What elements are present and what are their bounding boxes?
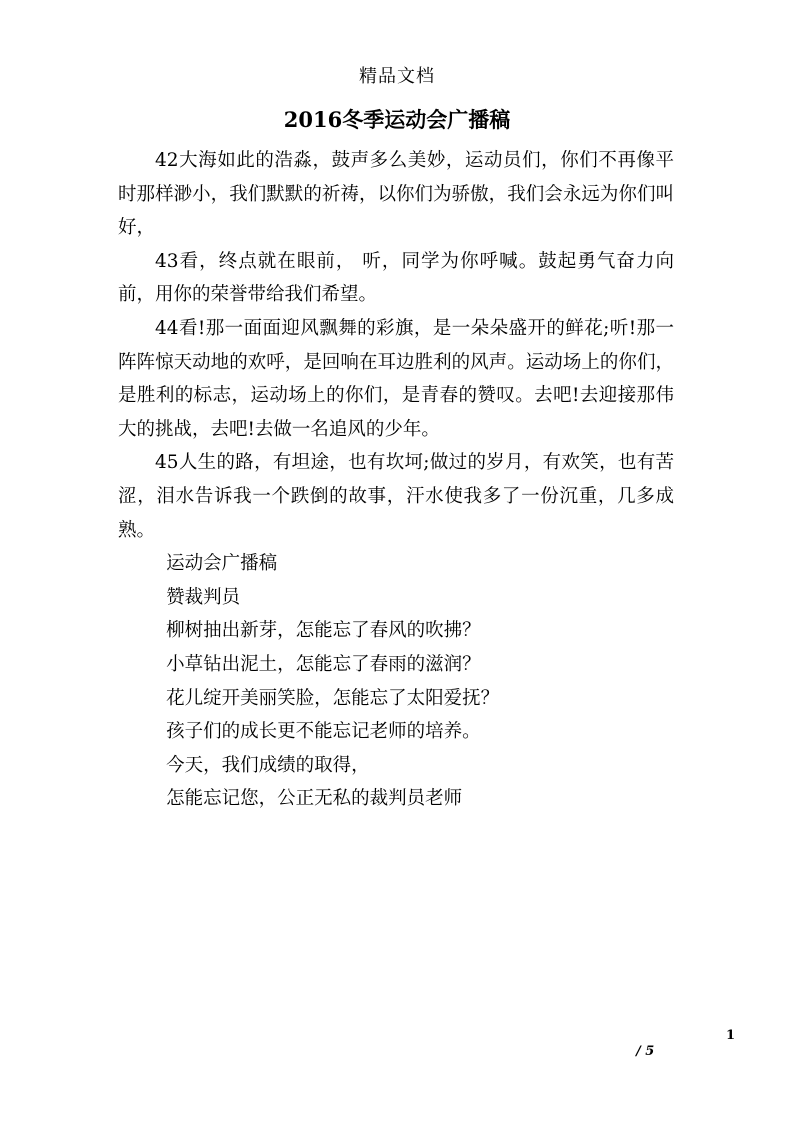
page-header: 精品文档 [359, 66, 435, 87]
section-subtitle: 赞裁判员 [166, 586, 241, 608]
paragraph-45: 45人生的路，有坦途，也有坎坷;做过的岁月，有欢笑，也有苦涩，泪水告诉我一个跌倒的故事，汗水使我多了一份沉重，几多成熟。 [118, 452, 674, 541]
poem-line: 小草钻出泥土，怎能忘了春雨的滋润？ [166, 653, 481, 675]
document-title: 2016冬季运动会广播稿 [283, 107, 511, 132]
document-body [118, 144, 674, 816]
poem-line: 柳树抽出新芽，怎能忘了春风的吹拂？ [166, 620, 481, 642]
paragraph-43: 43看，终点就在眼前， 听，同学为你呼喊。鼓起勇气奋力向前，用你的荣誉带给我们希望。 [118, 250, 674, 306]
poem-line: 怎能忘记您，公正无私的裁判员老师 [166, 788, 463, 810]
poem-line: 孩子们的成长更不能忘记老师的培养。 [166, 721, 481, 743]
page-total: / 5 [636, 1044, 655, 1059]
poem-line: 花儿绽开美丽笑脸，怎能忘了太阳爱抚？ [166, 687, 500, 709]
poem-line: 今天，我们成绩的取得， [166, 754, 370, 776]
page-number: 1 [726, 1028, 736, 1043]
paragraph-42: 42大海如此的浩淼，鼓声多么美妙，运动员们，你们不再像平时那样渺小，我们默默的祈祷，以你们为骄傲，我们会永远为你们叫好， [118, 150, 674, 239]
section-title: 运动会广播稿 [166, 553, 278, 575]
paragraph-44: 44看!那一面面迎风飘舞的彩旗，是一朵朵盛开的鲜花;听!那一阵阵惊天动地的欢呼，是回响在耳边胜利的风声。运动场上的你们，是胜利的标志，运动场上的你们，是青春的赞叹。去吧!去迎接那伟大的挑战，去吧!去做一名追风的少年。 [118, 317, 674, 440]
